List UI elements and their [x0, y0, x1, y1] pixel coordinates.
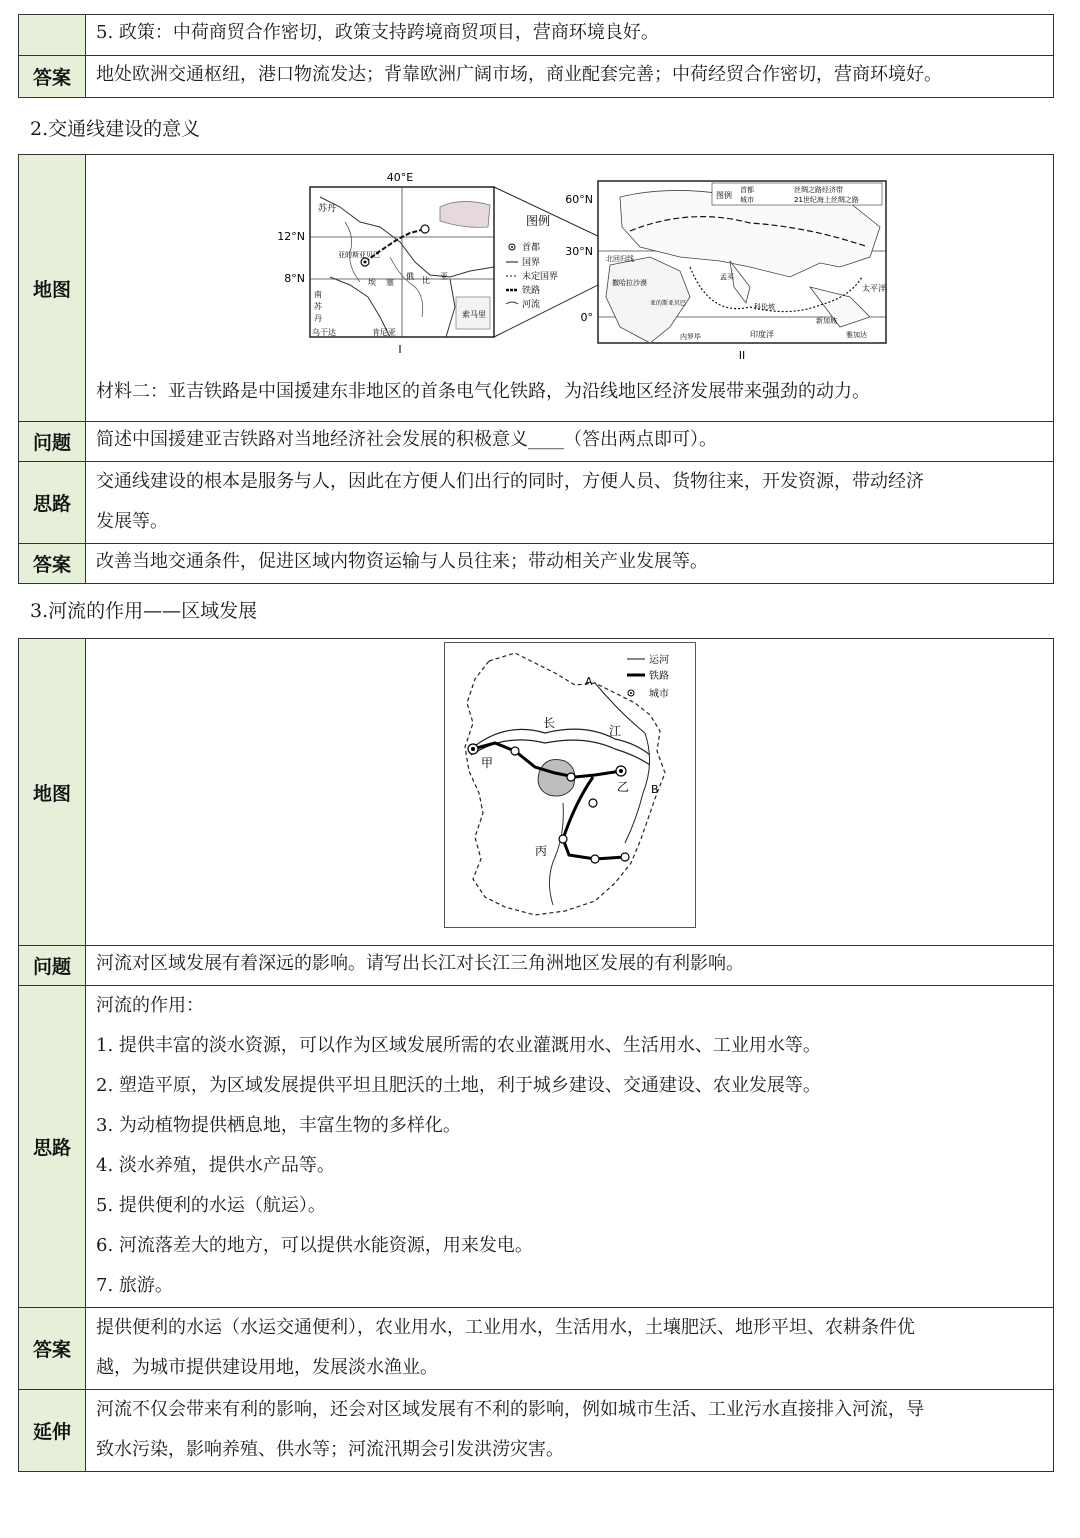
extend-line: 河流不仅会带来有利的影响，还会对区域发展有不利的影响，例如城市生活、工业污水直接排入河流，导	[96, 1399, 924, 1420]
map1-place-somalia: 索马里	[461, 310, 486, 319]
map1-place-bi: 比	[421, 276, 430, 285]
legend-capital: 首都	[521, 243, 540, 253]
map1-place-ya: 亚	[439, 272, 448, 281]
map2-colombo: 科伦坡	[753, 303, 775, 311]
table-section3	[18, 638, 1054, 1472]
map-cell	[86, 639, 1053, 945]
yangtze-delta-map	[444, 642, 696, 928]
map2-lat-60: 60°N	[564, 193, 593, 206]
row-label-answer: 答案	[19, 544, 86, 583]
map2-legend-title: 图例	[715, 191, 732, 200]
legend-river: 河流	[521, 300, 540, 310]
map3-river-jiang: 江	[608, 724, 621, 738]
thinking-line: 1. 提供丰富的淡水资源，可以作为区域发展所需的农业灌溉用水、生活用水、工业用水等。	[96, 1035, 821, 1056]
answer-cell	[86, 1308, 1053, 1389]
legend-title: 图例	[525, 214, 550, 228]
silk-road-map-figure	[250, 167, 890, 363]
thinking-line: 7. 旅游。	[96, 1275, 173, 1296]
map2-legend-city: 城市	[739, 196, 754, 204]
table-section1	[18, 14, 1054, 98]
map3-river-chang: 长	[542, 716, 555, 730]
question-text: 简述中国援建亚吉铁路对当地经济社会发展的积极意义____（答出两点即可）。	[96, 429, 717, 450]
map2-tropic: 北回归线	[605, 255, 634, 263]
map2-legend-belt: 丝绸之路经济带	[793, 186, 843, 194]
legend-railway: 铁路	[521, 286, 540, 296]
map2-pacific: 太平洋	[861, 284, 886, 293]
legend-canal: 运河	[648, 655, 669, 666]
row-label-empty	[19, 15, 86, 55]
thinking-line: 河流的作用：	[96, 995, 204, 1016]
map1-lat-8: 8°N	[283, 272, 305, 285]
row-label-map: 地图	[19, 639, 86, 945]
map2-roman: II	[738, 349, 745, 362]
map2-nairobi: 内罗毕	[679, 333, 701, 341]
map3-city-yi: 乙	[616, 780, 629, 794]
map2-sahara: 撒哈拉沙漠	[611, 279, 647, 287]
map1-place-sai: 塞	[385, 278, 394, 287]
table-row	[19, 1389, 1053, 1471]
table-row	[19, 543, 1053, 583]
map3-city-bing: 丙	[534, 844, 547, 858]
row-label-answer: 答案	[19, 1308, 86, 1389]
thinking-line: 4. 淡水养殖，提供水产品等。	[96, 1155, 335, 1176]
extend-line: 致水污染，影响养殖、供水等；河流汛期会引发洪涝灾害。	[96, 1439, 564, 1460]
row-label-answer: 答案	[19, 56, 86, 97]
map2-singapore: 新加坡	[815, 317, 837, 325]
thinking-line: 发展等。	[96, 511, 168, 532]
thinking-line: 5. 提供便利的水运（航运）。	[96, 1195, 326, 1216]
map3-letter-a: A	[584, 675, 593, 688]
policy-line: 5. 政策：中荷商贸合作密切，政策支持跨境商贸项目，营商环境良好。	[96, 22, 659, 43]
legend-border: 国界	[521, 258, 540, 268]
table-row	[19, 945, 1053, 985]
map1-place-sudan: 苏丹	[317, 204, 336, 214]
answer-text: 改善当地交通条件，促进区域内物资运输与人员往来；带动相关产业发展等。	[96, 551, 708, 572]
question-text: 河流对区域发展有着深远的影响。请写出长江对长江三角洲地区发展的有利影响。	[96, 953, 744, 974]
thinking-line: 3. 为动植物提供栖息地，丰富生物的多样化。	[96, 1115, 461, 1136]
map1-place-e2: 俄	[405, 272, 414, 281]
row-label-map: 地图	[19, 155, 86, 421]
row-label-question: 问题	[19, 422, 86, 461]
map1-place-e: 埃	[367, 278, 376, 287]
map3-legend	[627, 654, 669, 700]
map2-indian-ocean: 印度洋	[749, 330, 774, 339]
map1-lon-40: 40°E	[386, 171, 413, 184]
map2-lat-30: 30°N	[564, 245, 593, 258]
map1-place-su: 苏	[313, 302, 322, 311]
map-cell	[86, 155, 1053, 421]
row-label-thinking: 思路	[19, 986, 86, 1307]
map1-roman: I	[397, 343, 402, 356]
legend-undefined-border: 未定国界	[521, 272, 558, 282]
map2-legend-capital: 首都	[739, 186, 754, 194]
extend-cell	[86, 1390, 1053, 1471]
table-row	[19, 1307, 1053, 1389]
map1-lat-12: 12°N	[276, 230, 305, 243]
map3-letter-b: B	[650, 783, 659, 796]
table-row	[19, 421, 1053, 461]
map1-place-kenya: 肯尼亚	[371, 328, 396, 337]
map1-place-dan: 丹	[313, 314, 322, 323]
table-row	[19, 985, 1053, 1307]
thinking-cell	[86, 462, 1053, 543]
map2-capital-label: 亚的斯亚贝巴	[649, 300, 686, 307]
section-heading: 2.交通线建设的意义	[30, 118, 201, 140]
thinking-line: 6. 河流落差大的地方，可以提供水能资源，用来发电。	[96, 1235, 533, 1256]
map2-mumbai: 孟买	[719, 273, 734, 281]
section-heading: 3.河流的作用——区域发展	[30, 600, 258, 622]
map2-lat-0: 0°	[580, 311, 593, 324]
table-row-map	[19, 155, 1053, 421]
map1-legend	[506, 213, 558, 310]
thinking-cell	[86, 986, 1053, 1307]
map2-jakarta: 雅加达	[845, 331, 867, 339]
map1-place-uganda: 乌干达	[311, 328, 336, 337]
answer-text: 地处欧洲交通枢纽，港口物流发达；背靠欧洲广阔市场，商业配套完善；中荷经贸合作密切，营商环境好。	[96, 64, 942, 85]
table-row	[19, 461, 1053, 543]
map1-place-nan: 南	[313, 290, 322, 299]
table-row	[19, 55, 1053, 97]
row-label-thinking: 思路	[19, 462, 86, 543]
map1-place-capital: 亚的斯亚贝巴	[337, 251, 380, 259]
table-row	[19, 15, 1053, 55]
table-section2	[18, 154, 1054, 584]
table-row-map	[19, 639, 1053, 945]
answer-line: 提供便利的水运（水运交通便利），农业用水，工业用水，生活用水，土壤肥沃、地形平坦、农耕条件优	[96, 1317, 915, 1338]
map2-legend-road: 21世纪海上丝绸之路	[793, 196, 859, 204]
legend-railway: 铁路	[648, 671, 669, 682]
thinking-line: 2. 塑造平原，为区域发展提供平坦且肥沃的土地，利于城乡建设、交通建设、农业发展等。	[96, 1075, 821, 1096]
row-label-extend: 延伸	[19, 1390, 86, 1471]
thinking-line: 交通线建设的根本是服务与人，因此在方便人们出行的同时，方便人员、货物往来，开发资源，带动经济	[96, 471, 924, 492]
material-text: 材料二：亚吉铁路是中国援建东非地区的首条电气化铁路，为沿线地区经济发展带来强劲的动力。	[96, 381, 870, 402]
row-label-question: 问题	[19, 946, 86, 985]
map3-city-jia: 甲	[480, 756, 493, 770]
legend-city: 城市	[648, 689, 669, 700]
map2-legend	[712, 183, 882, 205]
answer-line: 越，为城市提供建设用地，发展淡水渔业。	[96, 1357, 438, 1378]
